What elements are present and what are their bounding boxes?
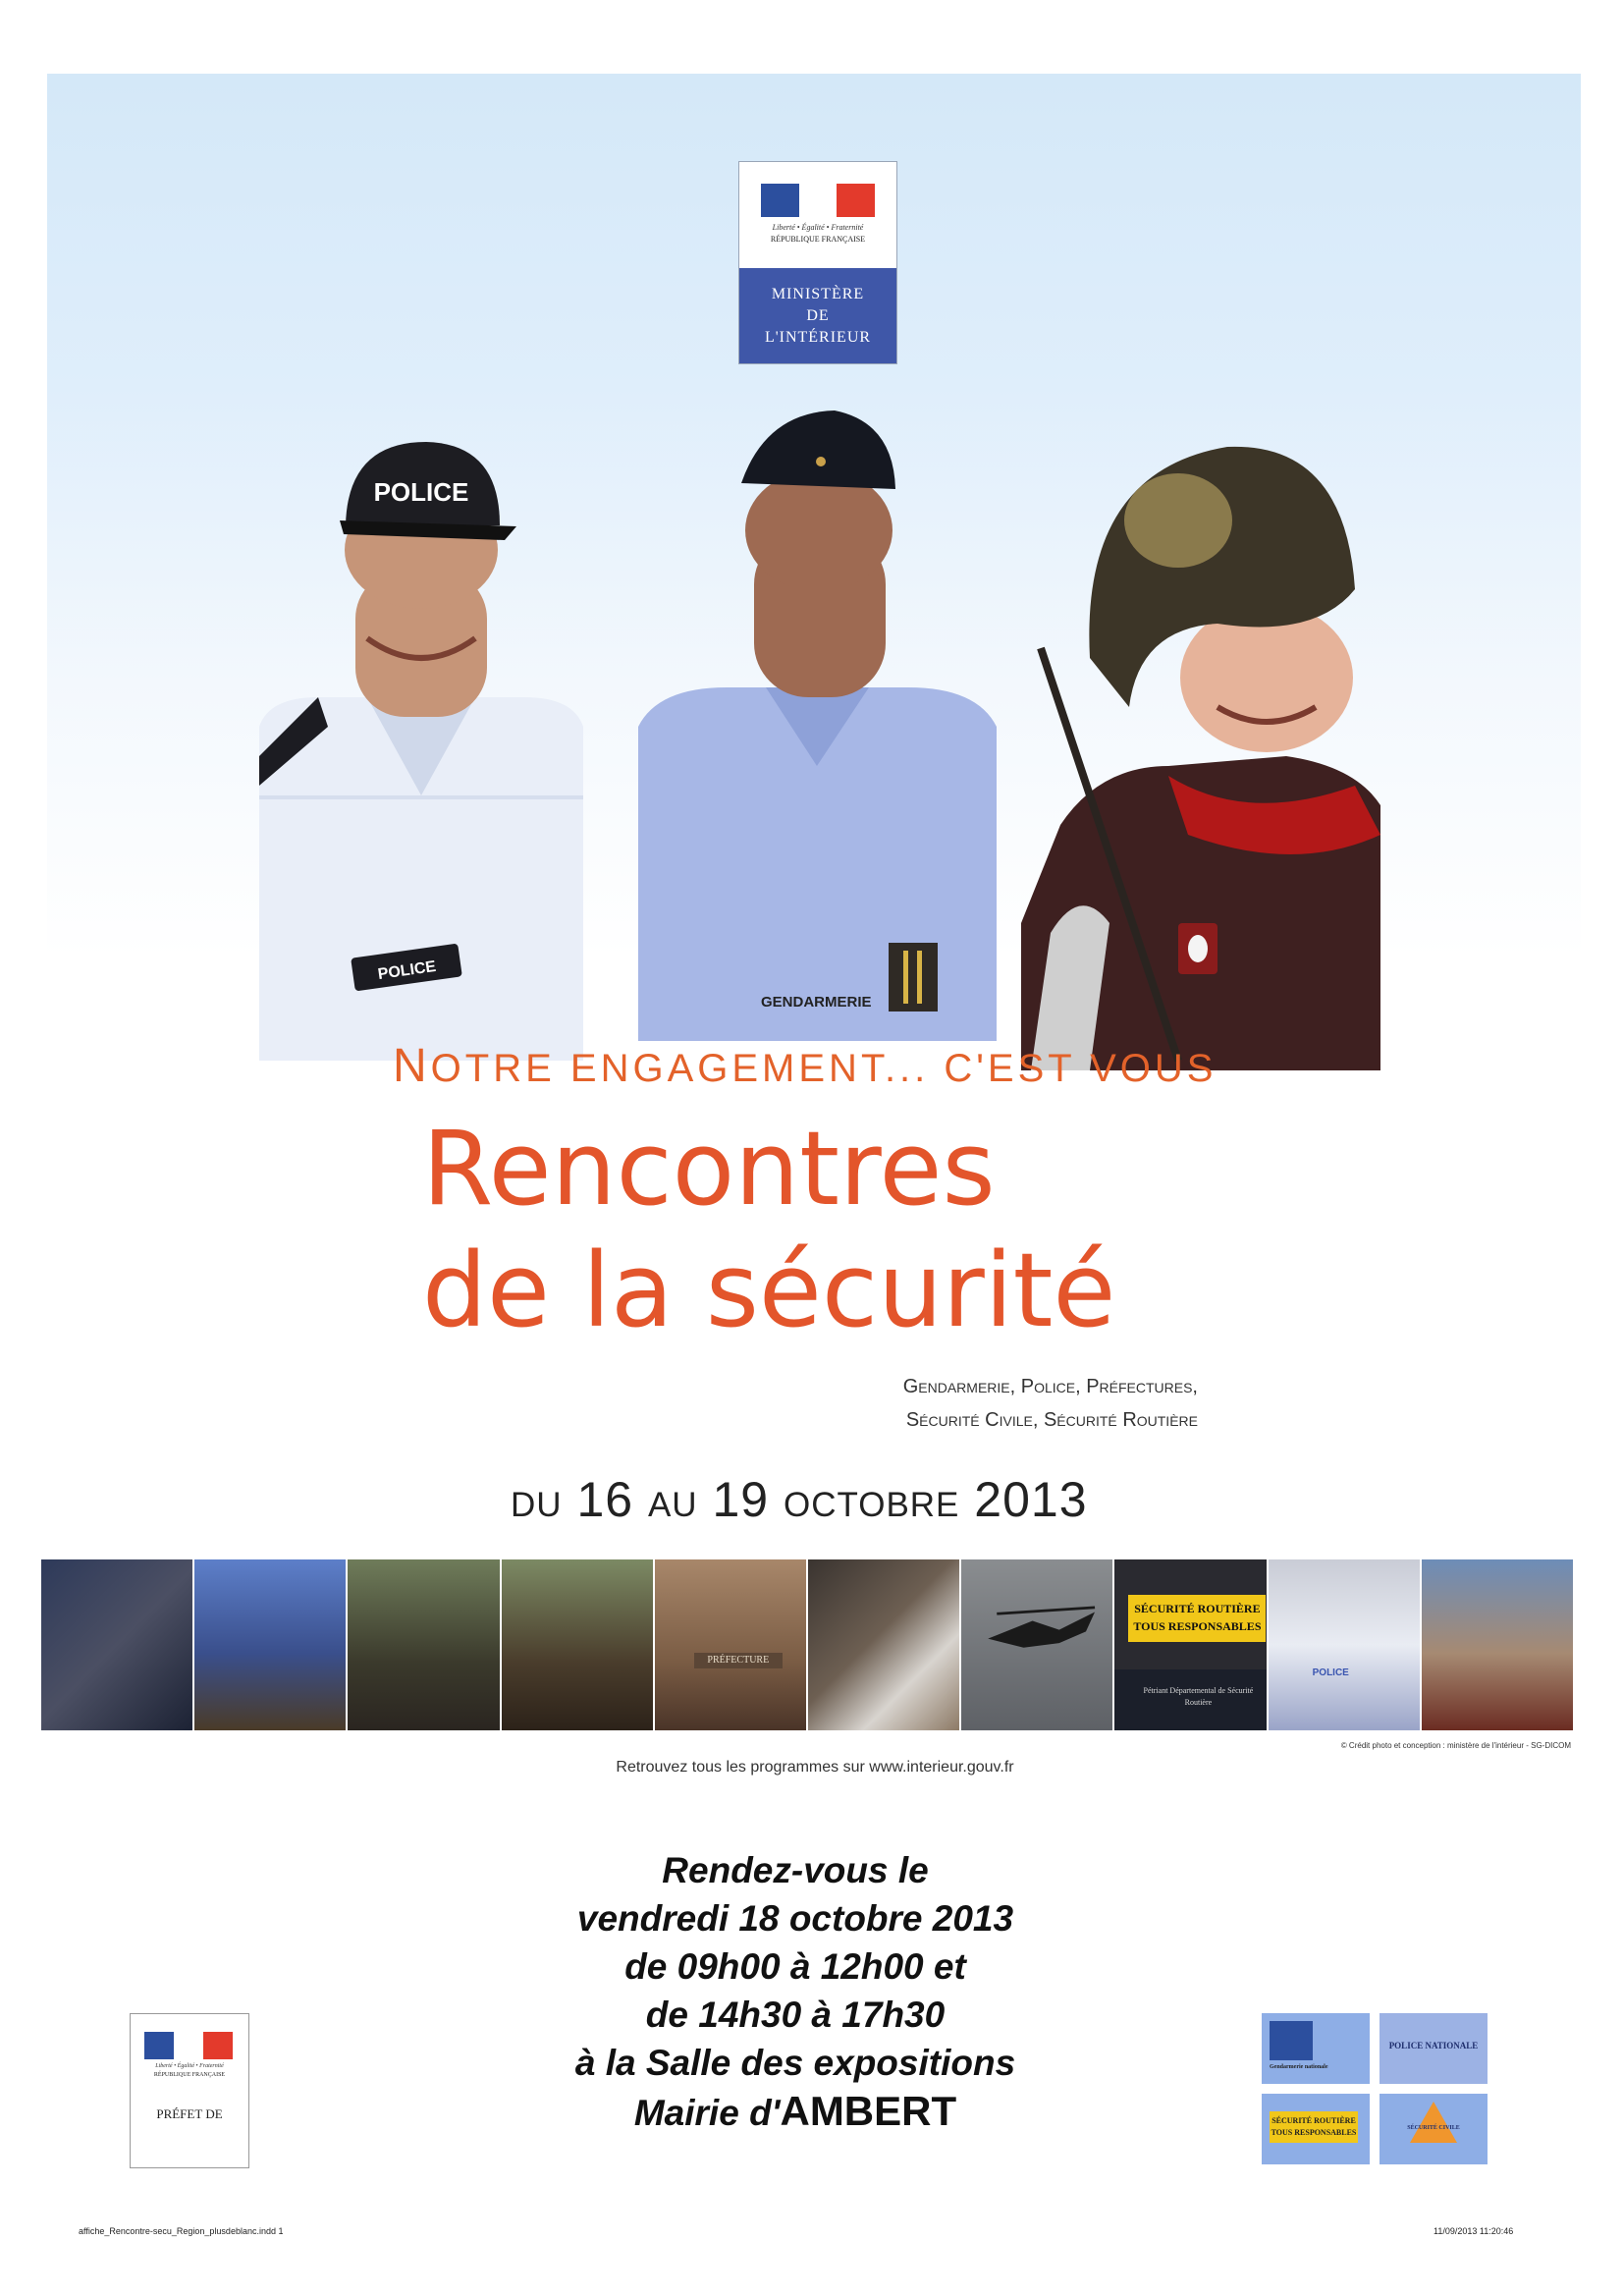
ministry-name-block bbox=[739, 268, 896, 363]
civil-security-logo bbox=[1380, 2094, 1488, 2164]
helicopter-photo bbox=[961, 1559, 1114, 1730]
prefect-label: PRÉFET DE bbox=[156, 2106, 223, 2121]
appointment-line: vendredi 18 octobre 2013 bbox=[576, 1898, 1014, 1939]
police-cap-text: POLICE bbox=[373, 477, 469, 507]
gendarmerie-logo bbox=[1262, 2013, 1370, 2084]
tagline-text: OTRE ENGAGEMENT... C'EST VOUS bbox=[430, 1047, 1217, 1090]
police-officer-photo bbox=[259, 403, 583, 1061]
road-safety-caption: Pétriant Départemental de Sécurité Routière bbox=[1143, 1686, 1254, 1707]
dog-handler-photo bbox=[194, 1559, 348, 1730]
website-notice: Retrouvez tous les programmes sur www.interieur.gouv.fr bbox=[616, 1759, 1014, 1776]
tagline bbox=[393, 1039, 1276, 1093]
road-safety-photo bbox=[1114, 1559, 1268, 1730]
firefighters-photo bbox=[808, 1559, 961, 1730]
road-safety-logo-text: SÉCURITÉ ROUTIÈRE TOUS RESPONSABLES bbox=[1270, 2111, 1358, 2143]
police-helmet-text: POLICE bbox=[1312, 1667, 1349, 1678]
civil-security-text: SÉCURITÉ CIVILE bbox=[1407, 2125, 1460, 2131]
ministry-logo bbox=[738, 161, 897, 364]
helicopter-crew-photo bbox=[41, 1559, 194, 1730]
appointment-line: Rendez-vous le bbox=[662, 1850, 929, 1890]
road-safety-sign: SÉCURITÉ ROUTIÈRE TOUS RESPONSABLES bbox=[1128, 1595, 1266, 1642]
services-list bbox=[785, 1370, 1198, 1437]
police-nationale-text: POLICE NATIONALE bbox=[1388, 2041, 1479, 2050]
civil-security-triangle-icon bbox=[1410, 2102, 1457, 2143]
photo-credit: © Crédit photo et conception : ministère de l'intérieur - SG-DICOM bbox=[1340, 1741, 1571, 1750]
ministry-line: L'INTÉRIEUR bbox=[764, 328, 872, 346]
police-motorcycles-photo bbox=[1269, 1559, 1422, 1730]
police-nationale-logo bbox=[1380, 2013, 1488, 2084]
gendarme-photo bbox=[638, 393, 997, 1041]
mounted-police-photo bbox=[348, 1559, 501, 1730]
title-line-2: de la sécurité bbox=[422, 1230, 1116, 1350]
appointment-location bbox=[393, 2087, 1198, 2137]
prefecture-sign: PRÉFECTURE bbox=[694, 1653, 783, 1668]
road-safety-logo bbox=[1262, 2094, 1370, 2164]
ministry-line: DE bbox=[806, 306, 830, 324]
appointment-line: de 09h00 à 12h00 et bbox=[624, 1946, 966, 1987]
location-prefix: Mairie d' bbox=[633, 2093, 781, 2133]
horse-rider-photo bbox=[502, 1559, 655, 1730]
marianne-flag-icon bbox=[761, 184, 875, 217]
gendarmerie-badge-text: GENDARMERIE bbox=[761, 994, 872, 1011]
partner-logos bbox=[1262, 2013, 1497, 2164]
gendarmerie-logo-text: Gendarmerie nationale bbox=[1270, 2064, 1328, 2070]
police-badge-text: POLICE bbox=[376, 957, 438, 984]
tagline-initial: N bbox=[393, 1040, 431, 1092]
road-safety-caption-band bbox=[1114, 1669, 1266, 1730]
ministry-line: MINISTÈRE bbox=[771, 285, 865, 302]
title-line-1: Rencontres bbox=[422, 1109, 996, 1229]
firefighter-photo bbox=[1021, 412, 1380, 1070]
services-line-2: Sécurité Civile, Sécurité Routière bbox=[905, 1409, 1198, 1431]
appointment-block bbox=[393, 1846, 1198, 2137]
prefect-republic: RÉPUBLIQUE FRANÇAISE bbox=[153, 2072, 226, 2078]
fire-ladder-photo bbox=[1422, 1559, 1573, 1730]
photo-strip bbox=[41, 1559, 1573, 1730]
marianne-flag-icon bbox=[144, 2032, 233, 2059]
appointment-line: à la Salle des expositions bbox=[574, 2043, 1016, 2083]
prefect-motto: Liberté • Égalité • Fraternité bbox=[155, 2063, 224, 2069]
services-line-1: Gendarmerie, Police, Préfectures, bbox=[902, 1376, 1198, 1397]
prefect-logo bbox=[130, 2013, 249, 2168]
helicopter-icon bbox=[961, 1559, 1112, 1730]
prefecture-building-photo bbox=[655, 1559, 808, 1730]
ministry-republic: RÉPUBLIQUE FRANÇAISE bbox=[770, 235, 866, 244]
appointment-line: de 14h30 à 17h30 bbox=[645, 1995, 946, 2035]
ministry-motto: Liberté • Égalité • Fraternité bbox=[772, 223, 864, 232]
footer-timestamp: 11/09/2013 11:20:46 bbox=[1434, 2226, 1514, 2236]
event-dates: du 16 au 19 octobre 2013 bbox=[511, 1472, 1088, 1527]
footer-filename: affiche_Rencontre-secu_Region_plusdeblanc.indd 1 bbox=[79, 2226, 284, 2236]
gendarmerie-grenade-icon bbox=[1270, 2021, 1313, 2060]
location-town: AMBERT bbox=[780, 2088, 957, 2134]
